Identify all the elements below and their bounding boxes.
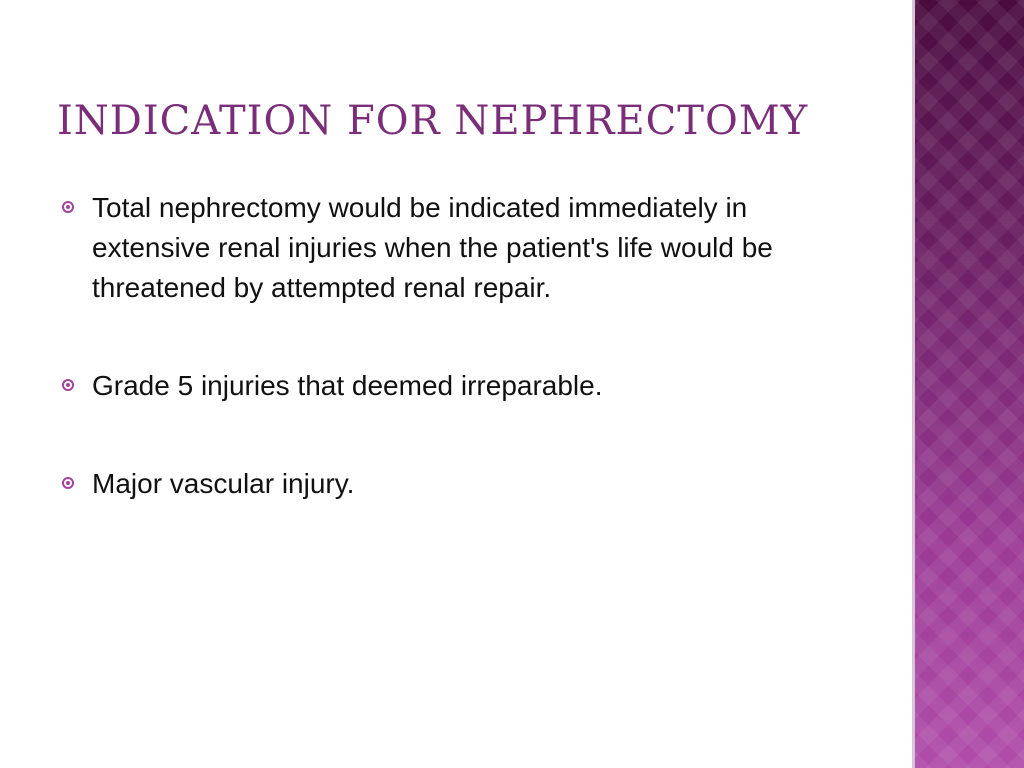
bullet-circle-icon — [62, 477, 74, 489]
slide-title: INDICATION FOR NEPHRECTOMY — [57, 98, 809, 144]
decorative-side-panel — [912, 0, 1024, 768]
bullet-circle-icon — [62, 201, 74, 213]
bullet-item — [62, 188, 852, 308]
bullet-list — [62, 188, 852, 504]
bullet-text: Grade 5 injuries that deemed irreparable. — [92, 370, 603, 401]
bullet-text: Total nephrectomy would be indicated immediately in extensive renal injuries when the patient's life would be threatened by attempted renal repair. — [92, 192, 773, 303]
bullet-circle-icon — [62, 379, 74, 391]
bullet-item — [62, 366, 852, 406]
bullet-text: Major vascular injury. — [92, 468, 355, 499]
side-panel-edge — [912, 0, 915, 768]
bullet-item — [62, 464, 852, 504]
